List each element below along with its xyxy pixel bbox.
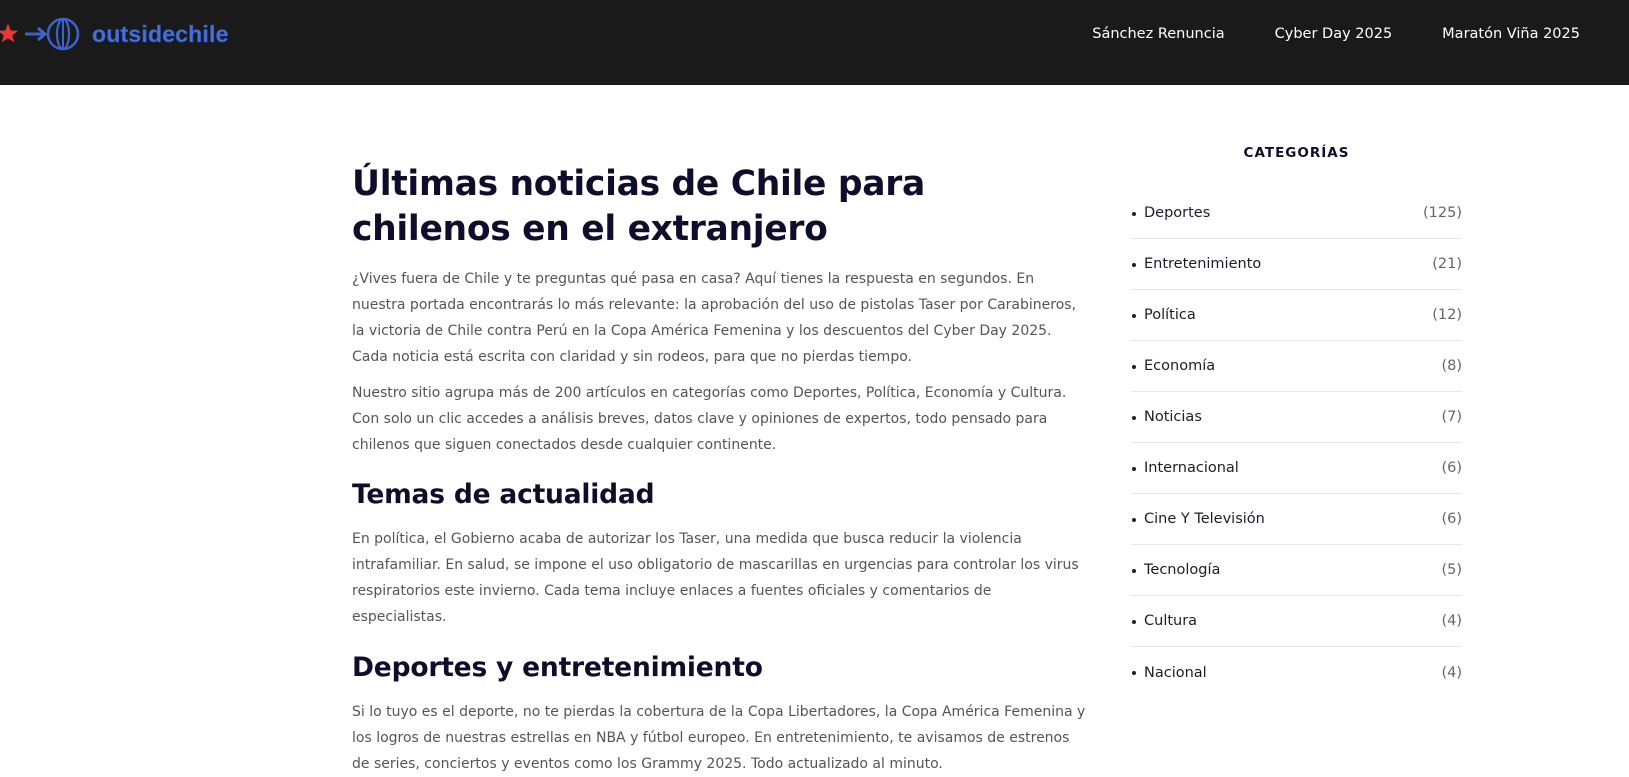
category-link[interactable]: Economía [1144,358,1216,374]
nav-link-cyber-day-2025[interactable]: Cyber Day 2025 [1274,26,1393,42]
bullet-icon [1132,365,1136,369]
category-count: (8) [1441,358,1462,374]
section-paragraph-actualidad: En política, el Gobierno acaba de autorizar los Taser, una medida que busca reducir la violencia intrafamiliar. En salud, se impone el uso obligatorio de mascarillas en urgencias para controlar los virus respiratorios este invierno. Cada tema incluye enlaces a fuentes oficiales y comentarios de especialistas. [352,531,1079,625]
category-count: (5) [1441,562,1462,578]
category-link[interactable]: Nacional [1144,664,1207,681]
bullet-icon [1132,569,1136,573]
bullet-icon [1132,467,1136,471]
category-link[interactable]: Tecnología [1144,562,1221,578]
star-arrow-globe-icon [0,16,84,52]
sidebar-heading: CATEGORÍAS [1243,145,1350,161]
category-count: (7) [1441,409,1462,425]
main-nav [1042,0,1580,68]
nav-link-maraton-vina-2025[interactable]: Maratón Viña 2025 [1442,26,1580,42]
intro-paragraph-2: Nuestro sitio agrupa más de 200 artículos en categorías como Deportes, Política, Economía y Cultura. Con solo un clic accedes a análisis breves, datos clave y opiniones de expertos, todo pensado para chilenos que siguen conectados desde cualquier continente. [352,385,1067,453]
site-header [0,0,1629,85]
category-item-deportes [1131,188,1462,239]
category-item-cultura [1131,596,1462,647]
page-title: Últimas noticias de Chile para chilenos en el extranjero [352,164,925,249]
category-count: (125) [1423,205,1462,221]
bullet-icon [1132,620,1136,624]
category-count: (12) [1432,307,1462,323]
section-title-actualidad: Temas de actualidad [352,479,655,510]
category-count: (6) [1441,460,1462,476]
category-item-internacional [1131,443,1462,494]
category-link[interactable]: Internacional [1144,460,1239,476]
category-item-cine-y-television [1131,494,1462,545]
category-item-politica [1131,290,1462,341]
category-list [1131,188,1462,698]
category-item-noticias [1131,392,1462,443]
category-count: (6) [1441,511,1462,527]
category-item-economia [1131,341,1462,392]
category-count: (4) [1441,613,1462,629]
bullet-icon [1132,314,1136,318]
category-link[interactable]: Cine Y Televisión [1144,511,1265,527]
category-item-tecnologia [1131,545,1462,596]
bullet-icon [1132,212,1136,216]
section-title-deportes: Deportes y entretenimiento [352,652,763,683]
nav-link-sanchez-renuncia[interactable]: Sánchez Renuncia [1092,26,1225,42]
site-logo[interactable] [0,16,229,52]
category-link[interactable]: Noticias [1144,409,1202,425]
bullet-icon [1132,416,1136,420]
categories-sidebar [1131,142,1462,698]
category-link[interactable]: Entretenimiento [1144,256,1262,272]
main-content [352,162,1090,777]
category-item-entretenimiento [1131,239,1462,290]
logo-text: outsidechile [92,20,229,47]
category-count: (4) [1441,664,1462,681]
bullet-icon [1132,263,1136,267]
category-count: (21) [1432,256,1462,272]
category-item-nacional [1131,647,1462,698]
bullet-icon [1132,671,1136,675]
category-link[interactable]: Política [1144,307,1196,323]
intro-paragraph-1: ¿Vives fuera de Chile y te preguntas qué pasa en casa? Aquí tienes la respuesta en segundos. En nuestra portada encontrarás lo más relevante: la aprobación del uso de pistolas Taser por Carabineros, la victoria de Chile contra Perú en la Copa América Femenina y los descuentos del Cyber Day 2025. Cada noticia está escrita con claridad y sin rodeos, para que no pierdas tiempo. [352,271,1077,365]
bullet-icon [1132,518,1136,522]
section-paragraph-deportes: Si lo tuyo es el deporte, no te pierdas la cobertura de la Copa Libertadores, la Copa América Femenina y los logros de nuestras estrellas en NBA y fútbol europeo. En entretenimiento, te avisamos de estrenos de series, conciertos y eventos como los Grammy 2025. Todo actualizado al minuto. [352,704,1086,772]
category-link[interactable]: Deportes [1144,205,1211,221]
category-link[interactable]: Cultura [1144,613,1198,629]
